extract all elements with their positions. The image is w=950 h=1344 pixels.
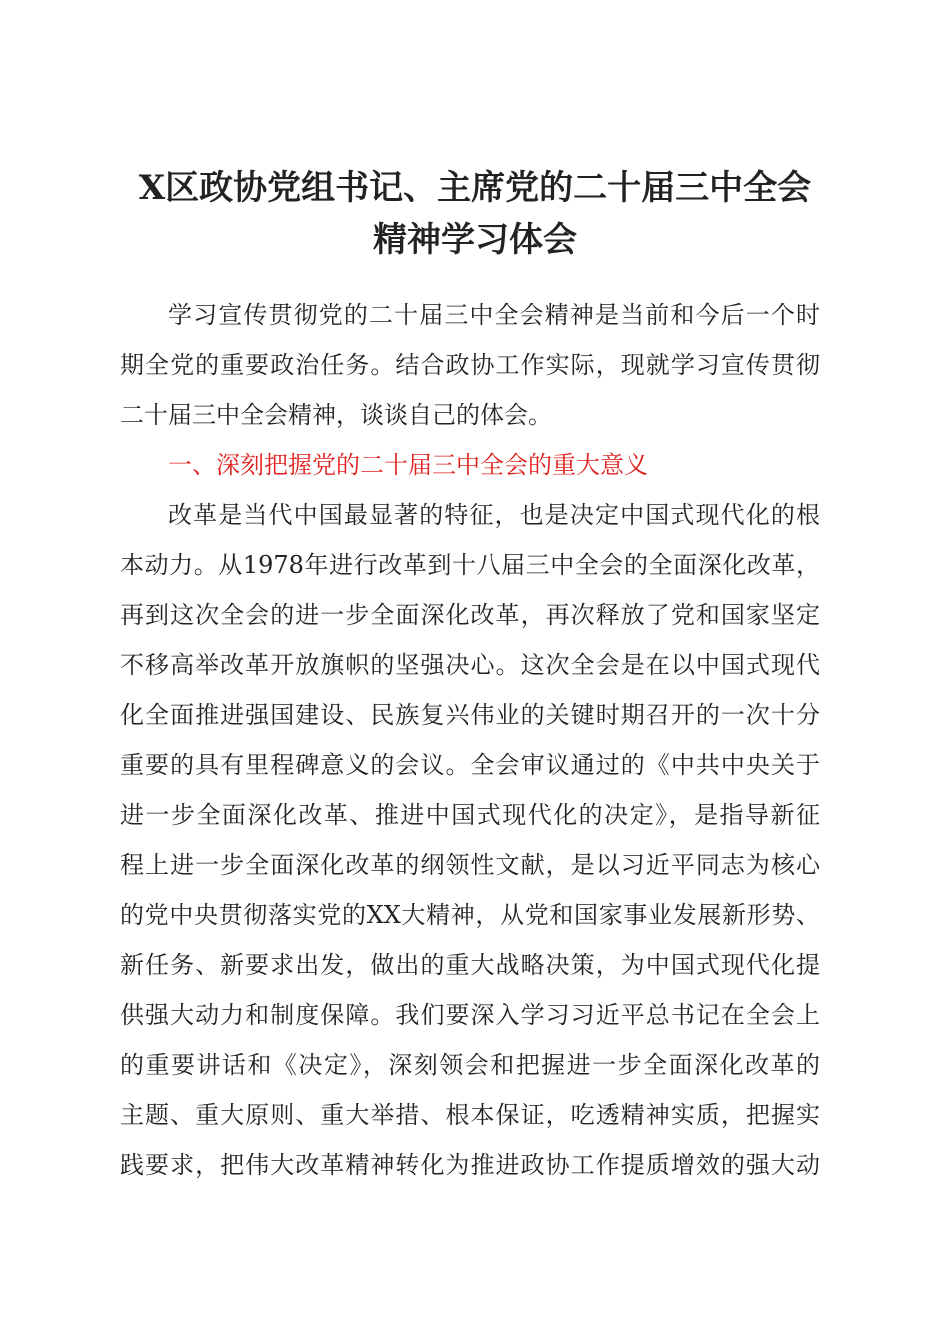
paragraph-line: 再到这次全会的进一步全面深化改革，再次释放了党和国家坚定 [120, 601, 820, 629]
paragraph-line: 的重要讲话和《决定》，深刻领会和把握进一步全面深化改革的 [120, 1051, 820, 1079]
paragraph-line: 践要求，把伟大改革精神转化为推进政协工作提质增效的强大动 [120, 1151, 820, 1179]
paragraph-line: 改革是当代中国最显著的特征，也是决定中国式现代化的根 [168, 501, 820, 529]
paragraph-line: 化全面推进强国建设、民族复兴伟业的关键时期召开的一次十分 [120, 701, 820, 729]
section-1-paragraph [120, 490, 820, 1190]
paragraph-line: 进一步全面深化改革、推进中国式现代化的决定》，是指导新征 [120, 801, 820, 829]
paragraph-line: 期全党的重要政治任务。结合政协工作实际，现就学习宣传贯彻 [120, 351, 820, 379]
paragraph-line: 二十届三中全会精神，谈谈自己的体会。 [120, 401, 552, 429]
paragraph-line: 的党中央贯彻落实党的XX大精神，从党和国家事业发展新形势、 [120, 901, 820, 929]
paragraph-line: 新任务、新要求出发，做出的重大战略决策，为中国式现代化提 [120, 951, 820, 979]
paragraph-line: 重要的具有里程碑意义的会议。全会审议通过的《中共中央关于 [120, 751, 820, 779]
document-title-line-1: X区政协党组书记、主席党的二十届三中全会 [138, 168, 812, 208]
paragraph-line: 程上进一步全面深化改革的纲领性文献，是以习近平同志为核心 [120, 851, 820, 879]
paragraph-line: 主题、重大原则、重大举措、根本保证，吃透精神实质，把握实 [120, 1101, 820, 1129]
paragraph-line: 学习宣传贯彻党的二十届三中全会精神是当前和今后一个时 [168, 301, 820, 329]
document-title-line-2: 精神学习体会 [373, 220, 577, 260]
paragraph-line: 本动力。从1978年进行改革到十八届三中全会的全面深化改革， [120, 551, 820, 579]
intro-paragraph [120, 290, 820, 440]
paragraph-line: 不移高举改革开放旗帜的坚强决心。这次全会是在以中国式现代 [120, 651, 820, 679]
paragraph-line: 供强大动力和制度保障。我们要深入学习习近平总书记在全会上 [120, 1001, 820, 1029]
section-heading: 一、深刻把握党的二十届三中全会的重大意义 [168, 451, 648, 479]
